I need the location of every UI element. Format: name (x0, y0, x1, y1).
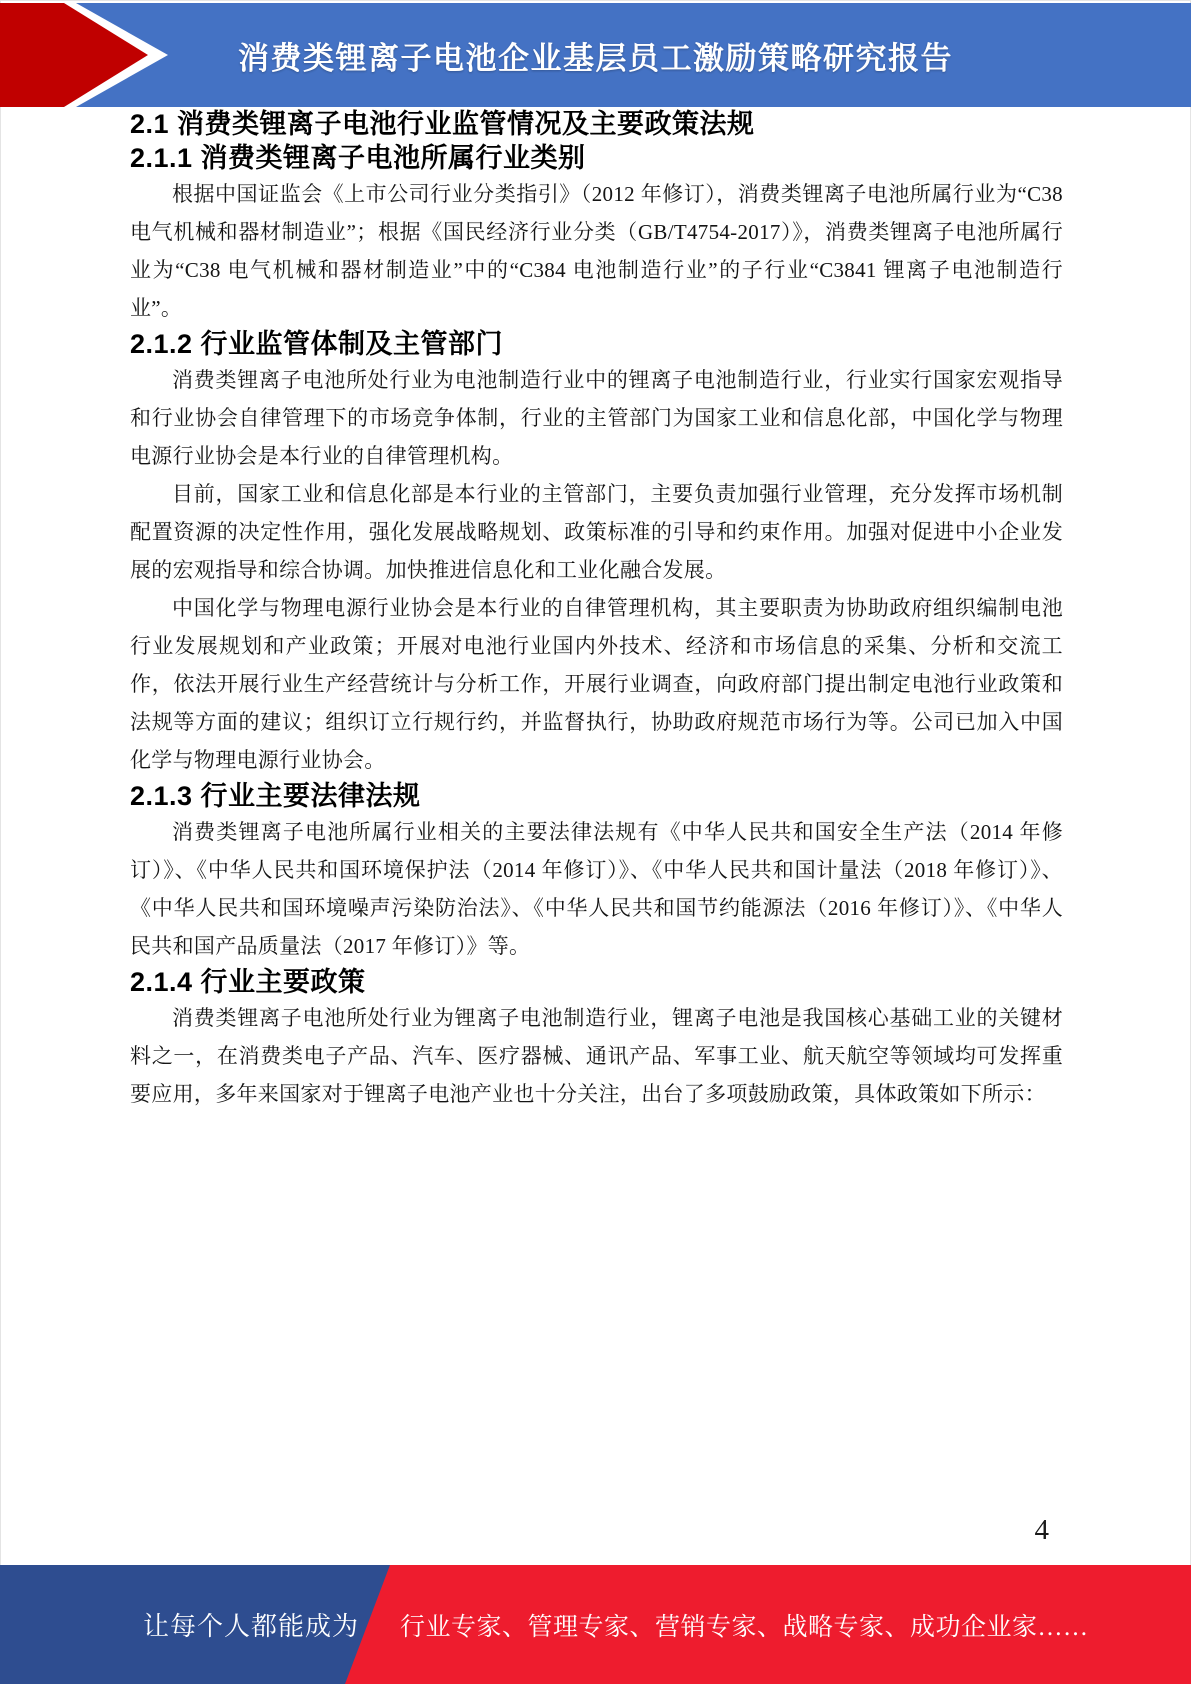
document-body (0, 107, 1191, 1524)
page-header-band (0, 3, 1191, 107)
section-heading-2-1-2: 2.1.2 行业监管体制及主管部门 (130, 329, 504, 359)
footer-slogan-left: 让每个人都能成为 (143, 1612, 360, 1641)
section-heading-2-1: 2.1 消费类锂离子电池行业监管情况及主要政策法规 (130, 109, 755, 139)
section-heading-2-1-1: 2.1.1 消费类锂离子电池所属行业类别 (130, 143, 586, 173)
paragraph-industry-category: 根据中国证监会《上市公司行业分类指引》（2012 年修订），消费类锂离子电池所属行业为“C38 电气机械和器材制造业”；根据《国民经济行业分类（GB/T4754-2017）》，消费类锂离子电池所属行业为“C38 电气机械和器材制造业”中的“C384 电池制造行业”的子行业“C3841 锂离子电池制造行业”。 (130, 182, 1063, 320)
report-title: 消费类锂离子电池企业基层员工激励策略研究报告 (238, 40, 953, 76)
section-heading-2-1-3: 2.1.3 行业主要法律法规 (130, 781, 421, 811)
paragraph-laws-regulations: 消费类锂离子电池所属行业相关的主要法律法规有《中华人民共和国安全生产法（2014 年修订）》、《中华人民共和国环境保护法（2014 年修订）》、《中华人民共和国计量法（2018 年修订）》、《中华人民共和国环境噪声污染防治法》、《中华人民共和国节约能源法（2016 年修订）》、《中华人民共和国产品质量法（2017 年修订）》等。 (130, 820, 1063, 958)
page-footer (0, 1565, 1191, 1684)
paragraph-regulation-system: 消费类锂离子电池所处行业为电池制造行业中的锂离子电池制造行业，行业实行国家宏观指导和行业协会自律管理下的市场竞争体制，行业的主管部门为国家工业和信息化部，中国化学与物理电源行业协会是本行业的自律管理机构。 (130, 368, 1063, 468)
section-heading-2-1-4: 2.1.4 行业主要政策 (130, 967, 366, 997)
paragraph-ministry-duties: 目前，国家工业和信息化部是本行业的主管部门，主要负责加强行业管理，充分发挥市场机制配置资源的决定性作用，强化发展战略规划、政策标准的引导和约束作用。加强对促进中小企业发展的宏观指导和综合协调。加快推进信息化和工业化融合发展。 (130, 482, 1063, 582)
paragraph-association-duties: 中国化学与物理电源行业协会是本行业的自律管理机构，其主要职责为协助政府组织编制电池行业发展规划和产业政策；开展对电池行业国内外技术、经济和市场信息的采集、分析和交流工作，依法开展行业生产经营统计与分析工作，开展行业调查，向政府部门提出制定电池行业政策和法规等方面的建议；组织订立行规行约，并监督执行，协助政府规范市场行为等。公司已加入中国化学与物理电源行业协会。 (130, 596, 1063, 772)
page-number: 4 (1034, 1514, 1049, 1546)
paragraph-industry-policies: 消费类锂离子电池所处行业为锂离子电池制造行业，锂离子电池是我国核心基础工业的关键材料之一，在消费类电子产品、汽车、医疗器械、通讯产品、军事工业、航天航空等领域均可发挥重要应用，多年来国家对于锂离子电池产业也十分关注，出台了多项鼓励政策，具体政策如下所示： (130, 1006, 1063, 1106)
footer-slogan-right: 行业专家、管理专家、营销专家、战略专家、成功企业家…… (400, 1613, 1089, 1641)
